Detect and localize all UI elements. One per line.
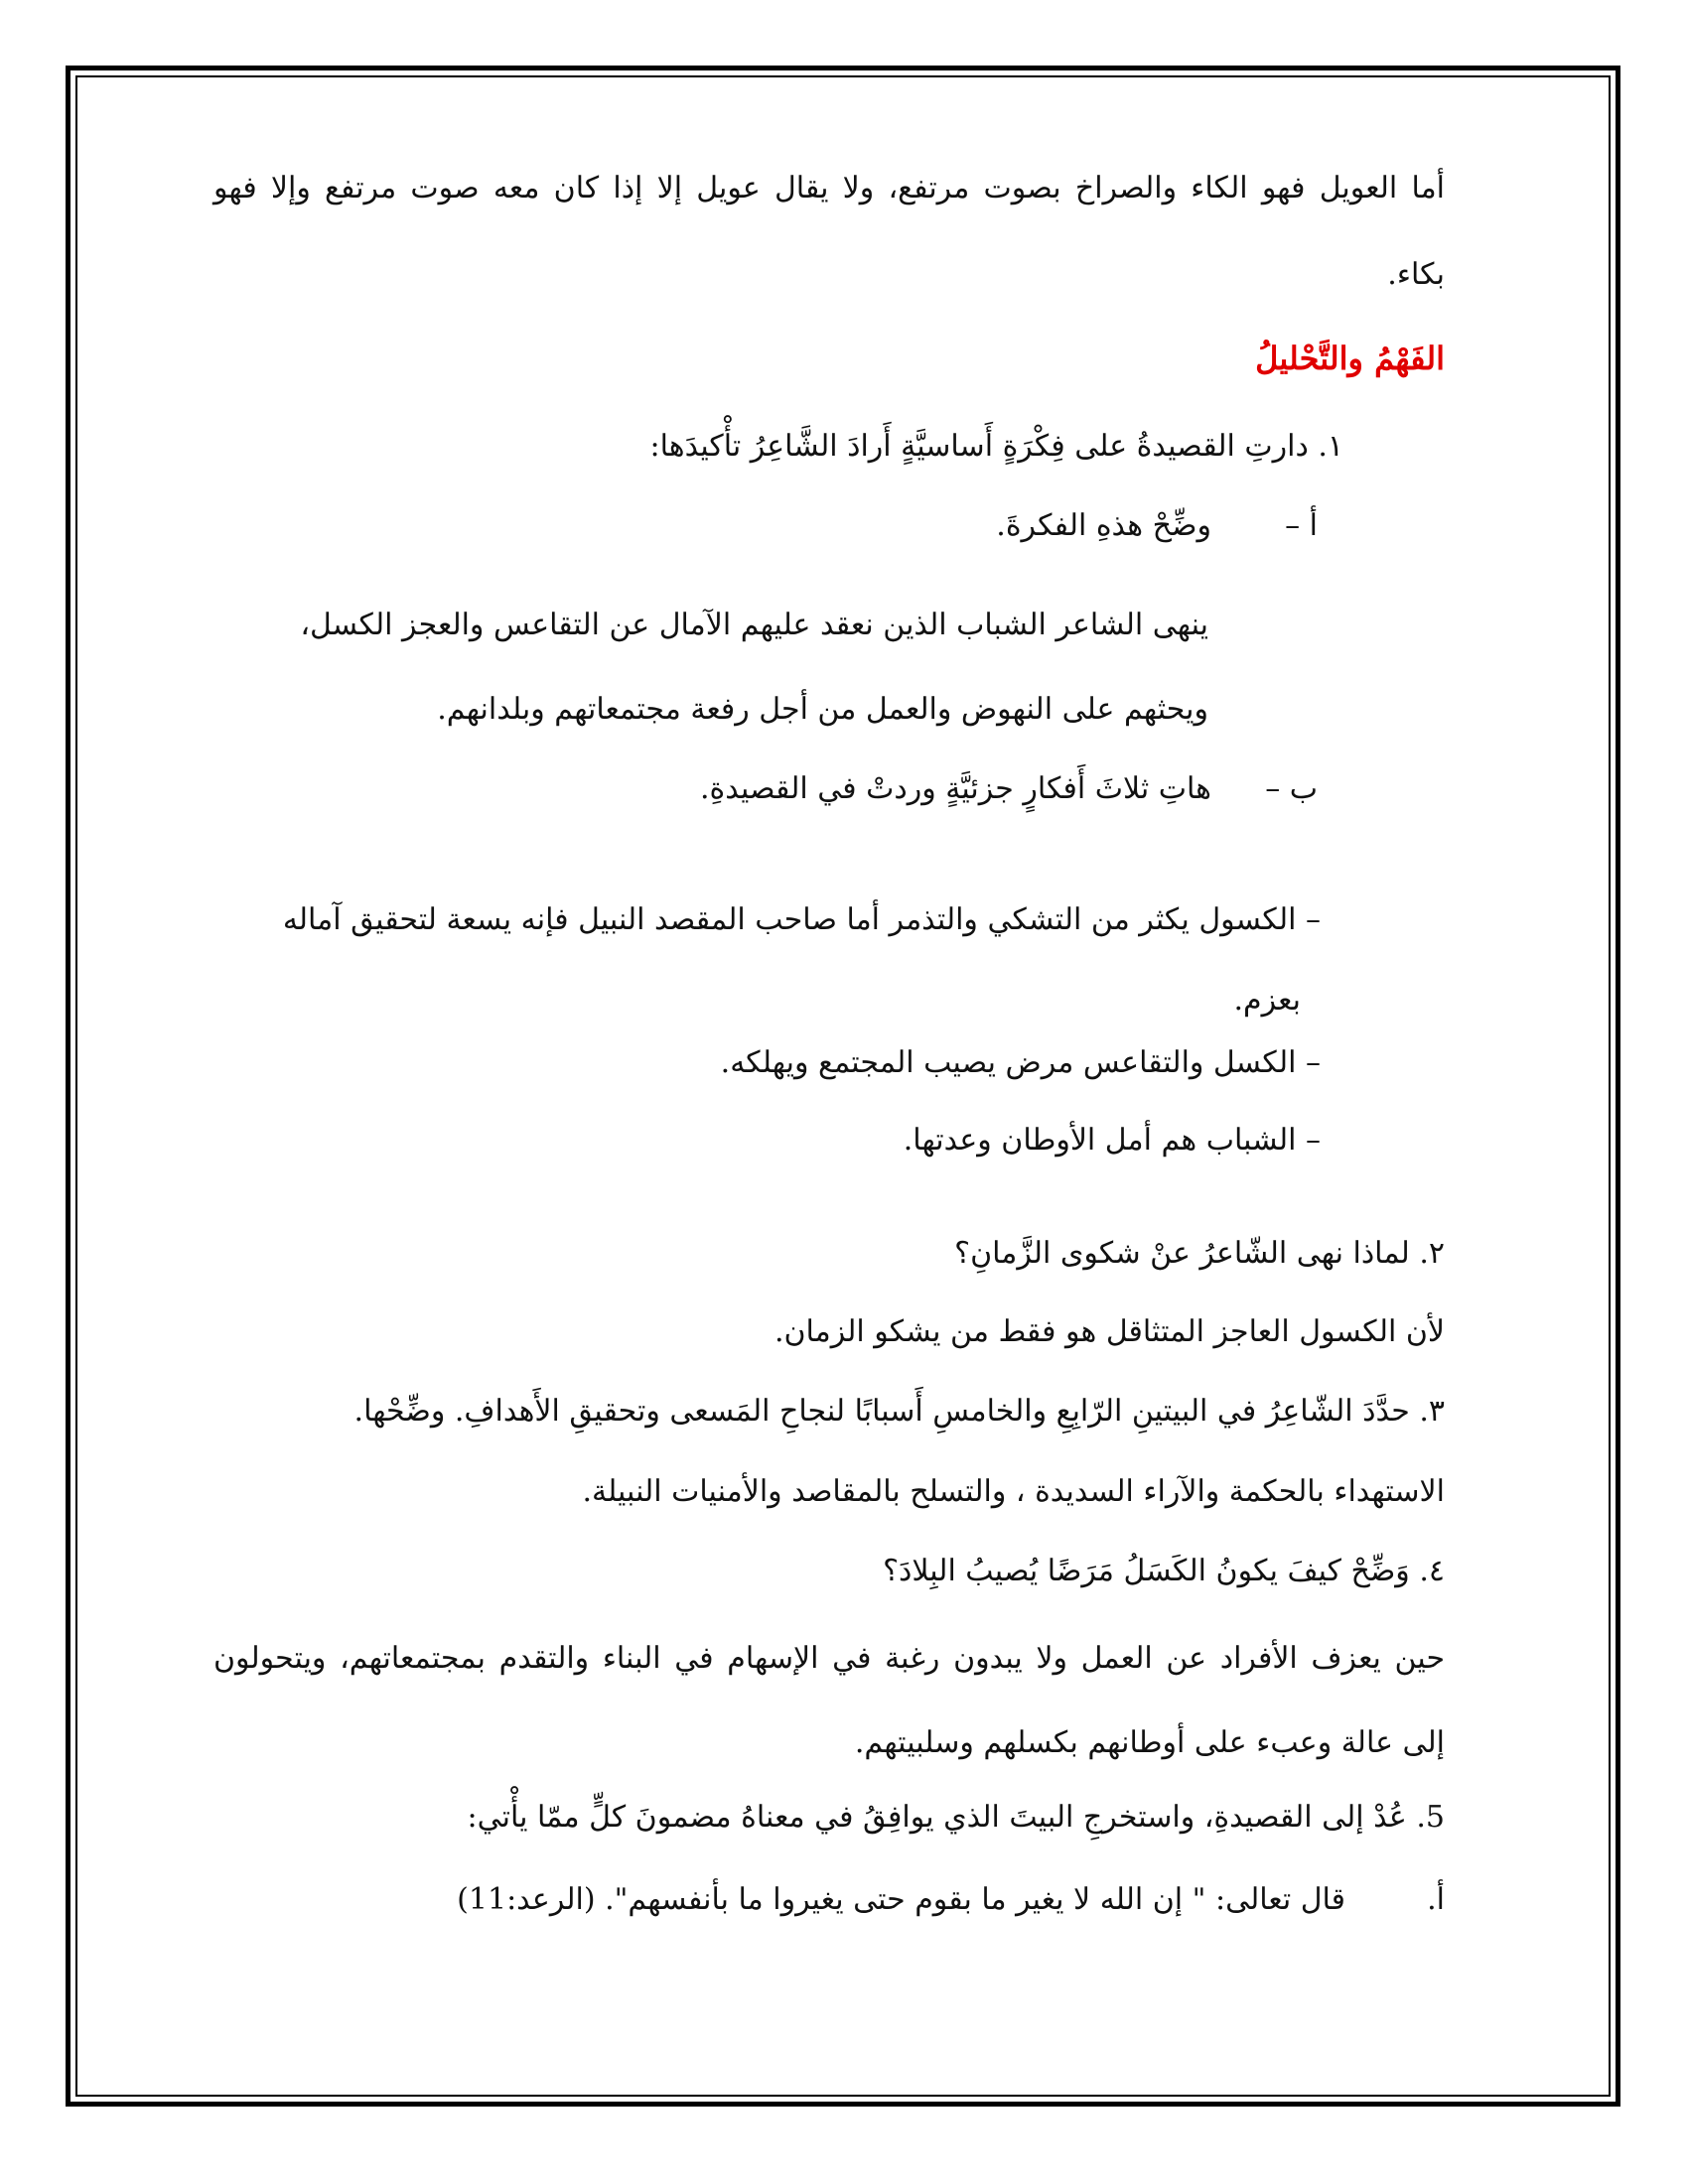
- q2-answer: لأن الكسول العاجز المتثاقل هو فقط من يشكو الزمان.: [774, 1314, 1445, 1349]
- q5-a-label: أ.: [1427, 1882, 1445, 1917]
- q1-b-answer-3: – الشباب هم أمل الأوطان وعدتها.: [903, 1123, 1321, 1158]
- section-title: الفَهْمُ والتَّحْليلُ: [1255, 340, 1445, 377]
- q1-b-answer-2: – الكسل والتقاعس مرض يصيب المجتمع ويهلكه.: [720, 1045, 1321, 1080]
- q1-a-answer-line-1: ينهى الشاعر الشباب الذين نعقد عليهم الآمال عن التقاعس والعجز الكسل،: [300, 608, 1208, 642]
- intro-line-2: بكاء.: [1387, 257, 1445, 292]
- intro-line-1: أما العويل فهو الكاء والصراخ بصوت مرتفع، ولا يقال عويل إلا إذا كان معه صوت مرتفع وإلا فهو: [213, 171, 1445, 205]
- q4-question: ٤. وَضِّحْ كيفَ يكونُ الكَسَلُ مَرَضًا يُصيبُ البِلادَ؟: [883, 1554, 1445, 1588]
- q2-question: ٢. لماذا نهى الشّاعرُ عنْ شكوى الزَّمانِ؟: [954, 1236, 1445, 1271]
- page-border-inner: [75, 75, 1611, 2097]
- q1-b-label: ب –: [1265, 771, 1318, 806]
- q1-question: ١. دارتِ القصيدةُ على فِكْرَةٍ أَساسيَّةٍ أَرادَ الشَّاعِرُ تأْكيدَها:: [649, 429, 1343, 464]
- q1-b-text: هاتِ ثلاثَ أَفكارٍ جزئيَّةٍ وردتْ في القصيدةِ.: [699, 771, 1211, 806]
- q5-a-text: قال تعالى: " إن الله لا يغير ما بقوم حتى يغيروا ما بأنفسهم". (الرعد:11): [457, 1882, 1345, 1917]
- q1-a-text: وضِّحْ هذهِ الفكرةَ.: [996, 508, 1211, 543]
- q1-a-label: أ –: [1285, 508, 1318, 543]
- q3-question: ٣. حدَّدَ الشّاعِرُ في البيتينِ الرّابِعِ والخامسِ أَسبابًا لنجاحِ المَسعى وتحقيقِ الأَهدافِ. وضِّحْها.: [353, 1394, 1445, 1429]
- q4-answer-line-1: حين يعزف الأفراد عن العمل ولا يبدون رغبة في الإسهام في البناء والتقدم بمجتمعاتهم، ويتحولون: [213, 1641, 1445, 1676]
- q1-b-answer-1-line-2: بعزم.: [1233, 983, 1301, 1018]
- q3-answer: الاستهداء بالحكمة والآراء السديدة ، والتسلح بالمقاصد والأمنيات النبيلة.: [582, 1474, 1445, 1509]
- q1-b-answer-1-line-1: – الكسول يكثر من التشكي والتذمر أما صاحب المقصد النبيل فإنه يسعة لتحقيق آماله: [282, 902, 1321, 937]
- q4-answer-line-2: إلى عالة وعبء على أوطانهم بكسلهم وسلبيتهم.: [854, 1725, 1445, 1760]
- q1-a-answer-line-2: ويحثهم على النهوض والعمل من أجل رفعة مجتمعاتهم وبلدانهم.: [437, 692, 1208, 727]
- q5-question: 5. عُدْ إلى القصيدةِ، واستخرجِ البيتَ الذي يوافِقُ في معناهُ مضمونَ كلٍّ ممّا يأْتي:: [467, 1800, 1445, 1835]
